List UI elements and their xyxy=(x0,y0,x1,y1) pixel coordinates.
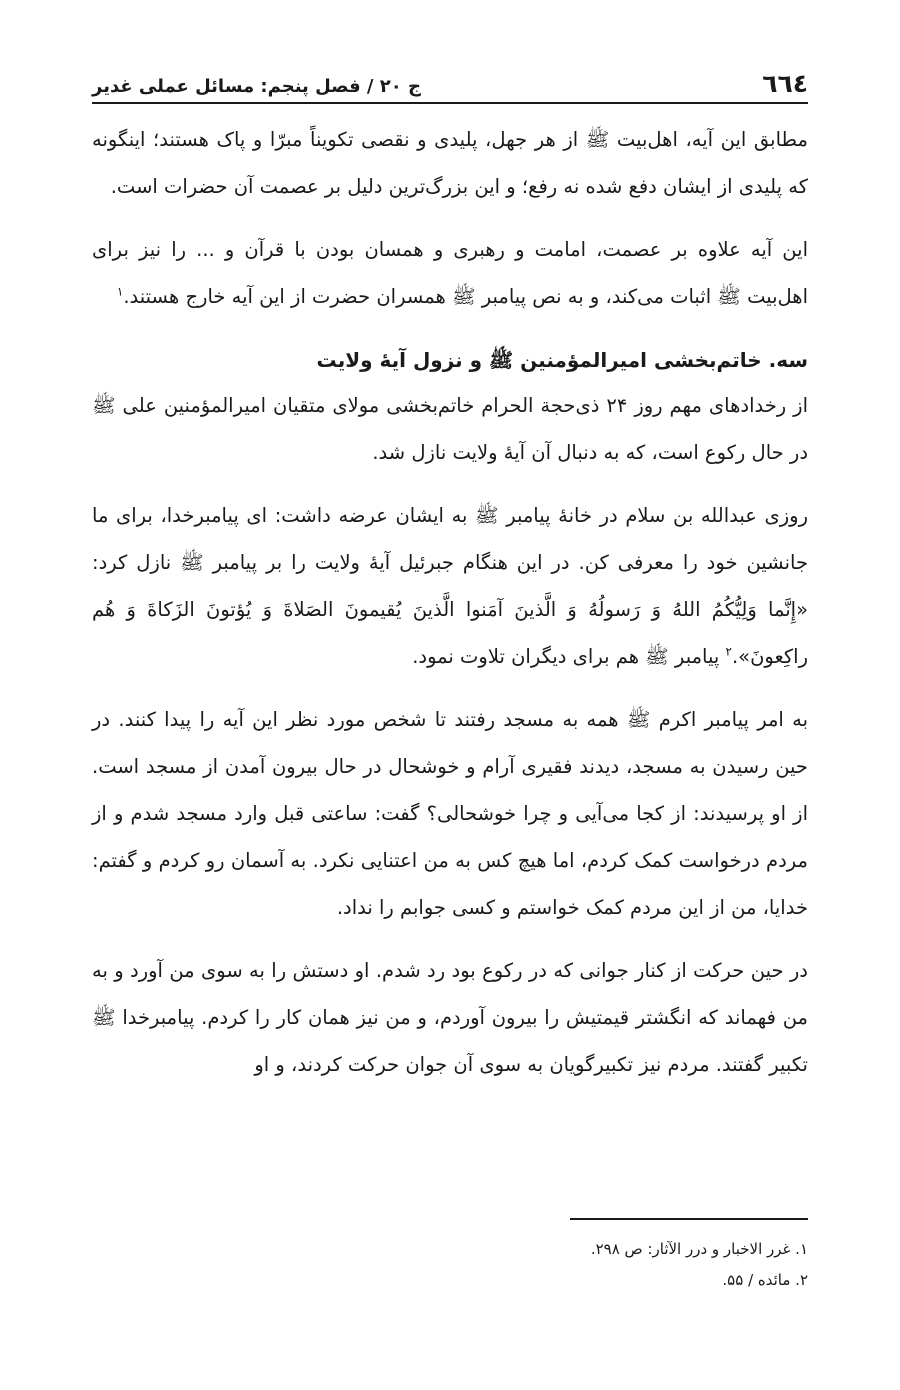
footnote-divider xyxy=(570,1218,808,1220)
paragraph-6: در حین حرکت از کنار جوانی که در رکوع بود رد شدم. او دستش را به سوی من آورد و به من فهماند که انگشتر قیمتیش را بیرون آوردم، و من نیز همان کار را کردم. پیامبرخدا ﷺ تکبیر گفتند. مردم نیز تکبیرگویان به سوی آن جوان حرکت کردند، و او xyxy=(92,959,808,1076)
footnote-1: ۱. غرر الاخبار و درر الآثار: ص ۲۹۸. xyxy=(590,1240,808,1258)
section-heading: سه. خاتم‌بخشی امیرالمؤمنین ﷺ و نزول آیهٔ ولایت xyxy=(316,348,808,372)
footnote-marker-2[interactable]: ۲ xyxy=(725,644,732,659)
paragraph-4-tail: پیامبر ﷺ هم برای دیگران تلاوت نمود. xyxy=(412,645,726,668)
footnote-marker-1[interactable]: ۱ xyxy=(116,284,124,299)
footnote-2: ۲. مائده / ۵۵. xyxy=(722,1271,808,1289)
page-number: ٦٦٤ xyxy=(762,69,808,98)
paragraph-5: به امر پیامبر اکرم ﷺ همه به مسجد رفتند تا شخص مورد نظر این آیه را پیدا کنند. در حین رسیدن به مسجد، دیدند فقیری آرام و خوشحال در حال بیرون آمدن از مسجد است. از او پرسیدند: از کجا می‌آیی و چرا خوشحالی؟ گفت: ساعتی قبل وارد مسجد شدم و از مردم درخواست کمک کردم، اما هیچ کس به من اعتنایی نکرد. به آسمان رو کردم و گفتم: خدایا، من از این مردم کمک خواستم و کسی جوابم را نداد. xyxy=(92,708,808,919)
paragraph-2 xyxy=(92,226,808,320)
chapter-title: ج ۲۰ / فصل پنجم: مسائل عملی غدیر xyxy=(92,76,422,97)
paragraph-2-text: این آیه علاوه بر عصمت، امامت و رهبری و همسان بودن با قرآن و ... را نیز برای اهل‌بیت ﷺ اثبات می‌کند، و به نص پیامبر ﷺ همسران حضرت از این آیه خارج هستند. xyxy=(92,238,808,308)
book-page xyxy=(92,60,808,1104)
paragraph-4-text: روزی عبدالله بن سلام در خانهٔ پیامبر ﷺ به ایشان عرضه داشت: ای پیامبرخدا، برای ما جانشین خود را معرفی کن. در این هنگام جبرئیل آیهٔ ولایت را بر پیامبر ﷺ نازل کرد: «إِنَّما وَلِيُّكُمُ اللهُ وَ رَسولُهُ وَ الَّذينَ آمَنوا الَّذينَ يُقيمونَ الصَلاةَ وَ يُؤتونَ الزَكاةَ وَ هُم راكِعونَ». xyxy=(92,504,808,668)
paragraph-4 xyxy=(92,492,808,680)
paragraph-3: از رخدادهای مهم روز ۲۴ ذی‌حجة الحرام خاتم‌بخشی مولای متقیان امیرالمؤمنین علی ﷺ در حال رکوع است، که به دنبال آن آیهٔ ولایت نازل شد. xyxy=(92,394,808,464)
footnotes xyxy=(92,1234,808,1296)
paragraph-1: مطابق این آیه، اهل‌بیت ﷺ از هر جهل، پلیدی و نقصی تکویناً مبرّا و پاک هستند؛ اینگونه که پلیدی از ایشان دفع شده نه رفع؛ و این بزرگ‌ترین دلیل بر عصمت آن حضرات است. xyxy=(92,128,808,198)
body-text xyxy=(92,116,808,1088)
running-header xyxy=(92,60,808,104)
